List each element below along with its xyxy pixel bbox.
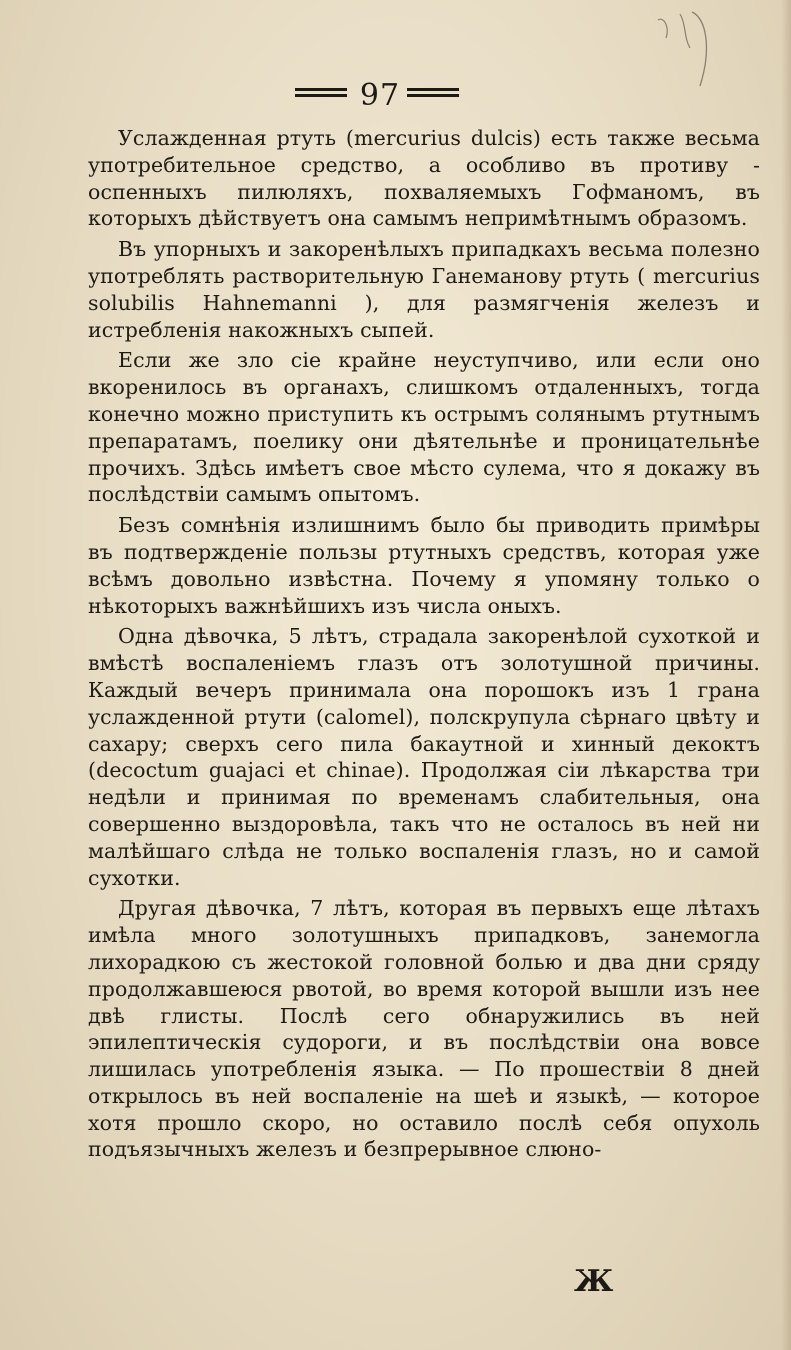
header-rule-right bbox=[407, 88, 459, 102]
page-edge-shadow bbox=[781, 0, 791, 1350]
paragraph-sweet-mercury: Услажденная ртуть (mercurius dulcis) есть также весьма употребительное средство, а особливо въ противу - оспенныхъ пилюляхъ, похваляемыхъ Гофманомъ, въ которыхъ дѣйствуетъ она самымъ непримѣтнымъ образомъ. bbox=[88, 126, 760, 231]
catchword-signature: Ж bbox=[574, 1264, 614, 1299]
paragraph-case-second-girl: Другая дѣвочка, 7 лѣтъ, которая въ первыхъ еще лѣтахъ имѣла много золотушныхъ припадковъ, занемогла лихорадкою съ жестокой головной болью и два дни сряду продолжавшеюся рвотой, во время которой вышли изъ нее двѣ глисты. Послѣ сего обнаружились въ ней эпилептическія судороги, и въ послѣдствіи она вовсе лишилась употребленія языка. — По прошествіи 8 дней открылось въ ней воспаленіе на шеѣ и языкѣ, — которое хотя прошло скоро, но оставило послѣ себя опухоль подъязычныхъ железъ и безпрерывное слюно- bbox=[88, 896, 760, 1162]
paragraph-case-first-girl: Одна дѣвочка, 5 лѣтъ, страдала закоренѣлой сухоткой и вмѣстѣ воспаленіемъ глазъ отъ золотушной причины. Каждый вечеръ принимала она порошокъ изъ 1 грана услажденной ртути (calomel), полскрупула сѣрнаго цвѣту и сахару; сверхъ сего пила бакаутной и хинный декоктъ (decoctum guajaci et chinae). Продолжая сіи лѣкарства три недѣли и принимая по временамъ слабительныя, она совершенно выздоровѣла, такъ что не осталось въ ней ни малѣйшаго слѣда не только воспаленія глазъ, но и самой сухотки. bbox=[88, 624, 760, 890]
pencil-annotation-mark bbox=[640, 8, 730, 88]
header-rule-left bbox=[295, 88, 347, 102]
page-header bbox=[0, 78, 791, 118]
page-number: 97 bbox=[359, 78, 401, 113]
paragraph-examples-intro: Безъ сомнѣнія излишнимъ было бы приводить примѣры въ подтвержденіе пользы ртутныхъ средствъ, которая уже всѣмъ довольно извѣстна. Почему я упомяну только о нѣкоторыхъ важнѣйшихъ изъ числа оныхъ. bbox=[88, 513, 760, 618]
paragraph-sharp-preparations: Если же зло сіе крайне неуступчиво, или если оно вкоренилось въ органахъ, слишкомъ отдаленныхъ, тогда конечно можно приступить къ острымъ солянымъ ртутнымъ препаратамъ, поелику они дѣятельнѣе и проницательнѣе прочихъ. Здѣсь имѣетъ свое мѣсто сулема, что я докажу въ послѣдствіи самымъ опытомъ. bbox=[88, 348, 760, 507]
body-text bbox=[88, 125, 760, 1167]
paragraph-hahnemann-mercury: Въ упорныхъ и закоренѣлыхъ припадкахъ весьма полезно употреблять растворительную Ганеманову ртуть ( mercurius solubilis Hahnemanni ), для размягченія железъ и истребленія накожныхъ сыпей. bbox=[88, 237, 760, 342]
